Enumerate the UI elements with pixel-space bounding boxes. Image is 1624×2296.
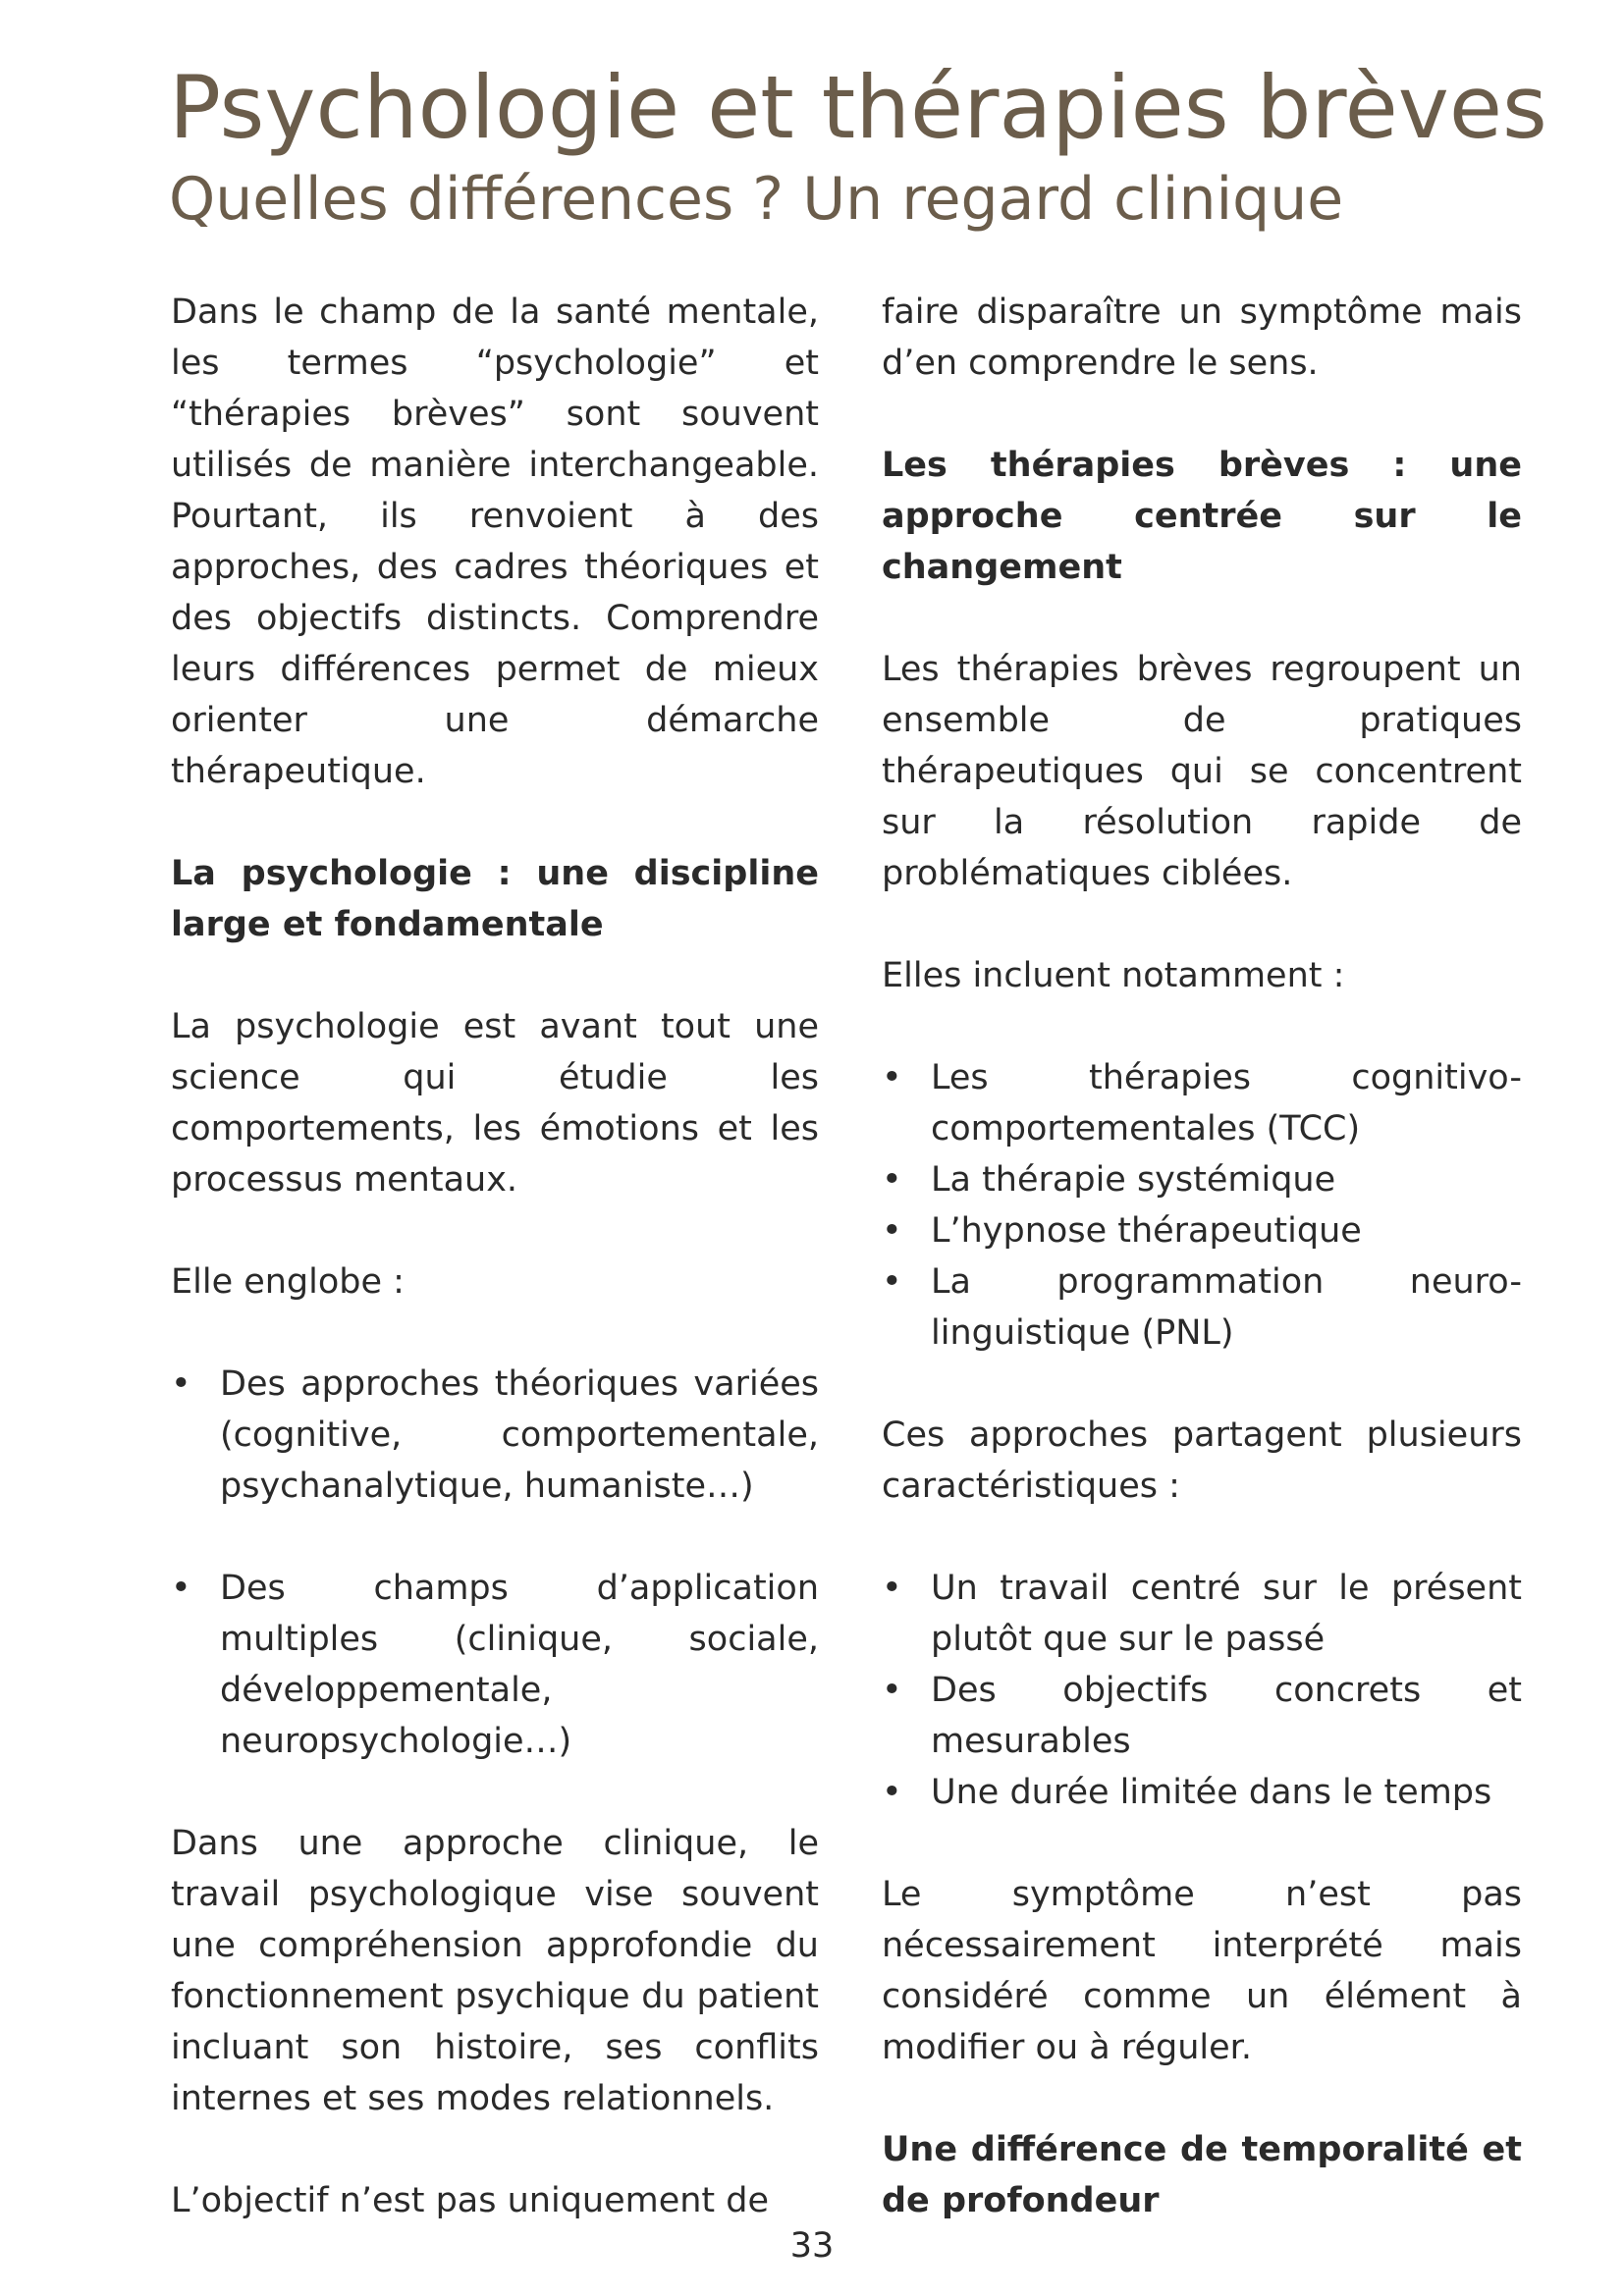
paragraph: faire disparaître un symptôme mais d’en comprendre le sens.	[882, 293, 1522, 383]
paragraph: L’objectif n’est pas uniquement de	[171, 2181, 770, 2220]
bullet-icon: •	[882, 1058, 902, 1097]
bullet-icon: •	[171, 1569, 191, 1608]
list-item-text: La programmation neuro-linguistique (PNL)	[931, 1262, 1522, 1353]
list-item-text: Un travail centré sur le présent plutôt que sur le passé	[931, 1569, 1522, 1659]
list-item	[882, 1563, 1522, 1665]
list-item	[882, 1154, 1522, 1205]
paragraph: Dans une approche clinique, le travail psychologique vise souvent une compréhension approfondie du fonctionnement psychique du patient incluant son histoire, ses conflits internes et ses modes relationnels.	[171, 1824, 819, 2118]
bullet-icon: •	[882, 1262, 902, 1302]
bullet-list	[882, 1052, 1522, 1359]
list-item-text: L’hypnose thérapeutique	[931, 1211, 1362, 1251]
paragraph: Le symptôme n’est pas nécessairement interprété mais considéré comme un élément à modifier ou à réguler.	[882, 1875, 1522, 2067]
bullet-icon: •	[882, 1569, 902, 1608]
list-item	[882, 1205, 1522, 1256]
bullet-icon: •	[882, 1211, 902, 1251]
paragraph: La psychologie est avant tout une science qui étudie les comportements, les émotions et les processus mentaux.	[171, 1007, 819, 1200]
list-item-text: Des approches théoriques variées (cognitive, comportementale, psychanalytique, humaniste…)	[220, 1364, 819, 1506]
list-item-text: Une durée limitée dans le temps	[931, 1773, 1492, 1812]
list-item-text: Les thérapies cognitivo-comportementales (TCC)	[931, 1058, 1522, 1148]
bullet-icon: •	[882, 1671, 902, 1710]
paragraph: Elles incluent notamment :	[882, 956, 1345, 995]
bullet-icon: •	[882, 1773, 902, 1812]
page-subtitle: Quelles différences ? Un regard clinique	[169, 165, 1344, 234]
page-number: 33	[789, 2226, 835, 2266]
section-heading-temporalite: Une différence de temporalité et de profondeur	[882, 2130, 1522, 2220]
bullet-icon: •	[882, 1160, 902, 1200]
list-item-text: Des objectifs concrets et mesurables	[931, 1671, 1522, 1761]
paragraph: Ces approches partagent plusieurs caractéristiques :	[882, 1415, 1522, 1506]
list-item-text: Des champs d’application multiples (clinique, sociale, développementale, neuropsychologie…)	[220, 1569, 819, 1761]
list-item	[171, 1563, 819, 1767]
section-heading-therapies-breves: Les thérapies brèves : une approche centrée sur le changement	[882, 446, 1522, 587]
bullet-icon: •	[171, 1364, 191, 1404]
list-item	[171, 1359, 819, 1512]
section-heading-psychologie: La psychologie : une discipline large et fondamentale	[171, 854, 819, 944]
right-column	[882, 287, 1522, 2226]
list-item	[882, 1052, 1522, 1154]
intro-paragraph: Dans le champ de la santé mentale, les termes “psychologie” et “thérapies brèves” sont souvent utilisés de manière interchangeable. Pourtant, ils renvoient à des approches, des cadres théoriques et des objectifs distincts. Comprendre leurs différences permet de mieux orienter une démarche thérapeutique.	[171, 293, 819, 791]
paragraph: Elle englobe :	[171, 1262, 405, 1302]
list-item-text: La thérapie systémique	[931, 1160, 1336, 1200]
list-item	[882, 1665, 1522, 1767]
page-title: Psychologie et thérapies brèves	[169, 57, 1547, 158]
paragraph: Les thérapies brèves regroupent un ensemble de pratiques thérapeutiques qui se concentrent sur la résolution rapide de problématiques ciblées.	[882, 650, 1522, 893]
bullet-list	[882, 1563, 1522, 1818]
list-item	[882, 1767, 1522, 1818]
list-item	[882, 1256, 1522, 1359]
bullet-list	[171, 1359, 819, 1767]
left-column	[171, 287, 819, 2226]
